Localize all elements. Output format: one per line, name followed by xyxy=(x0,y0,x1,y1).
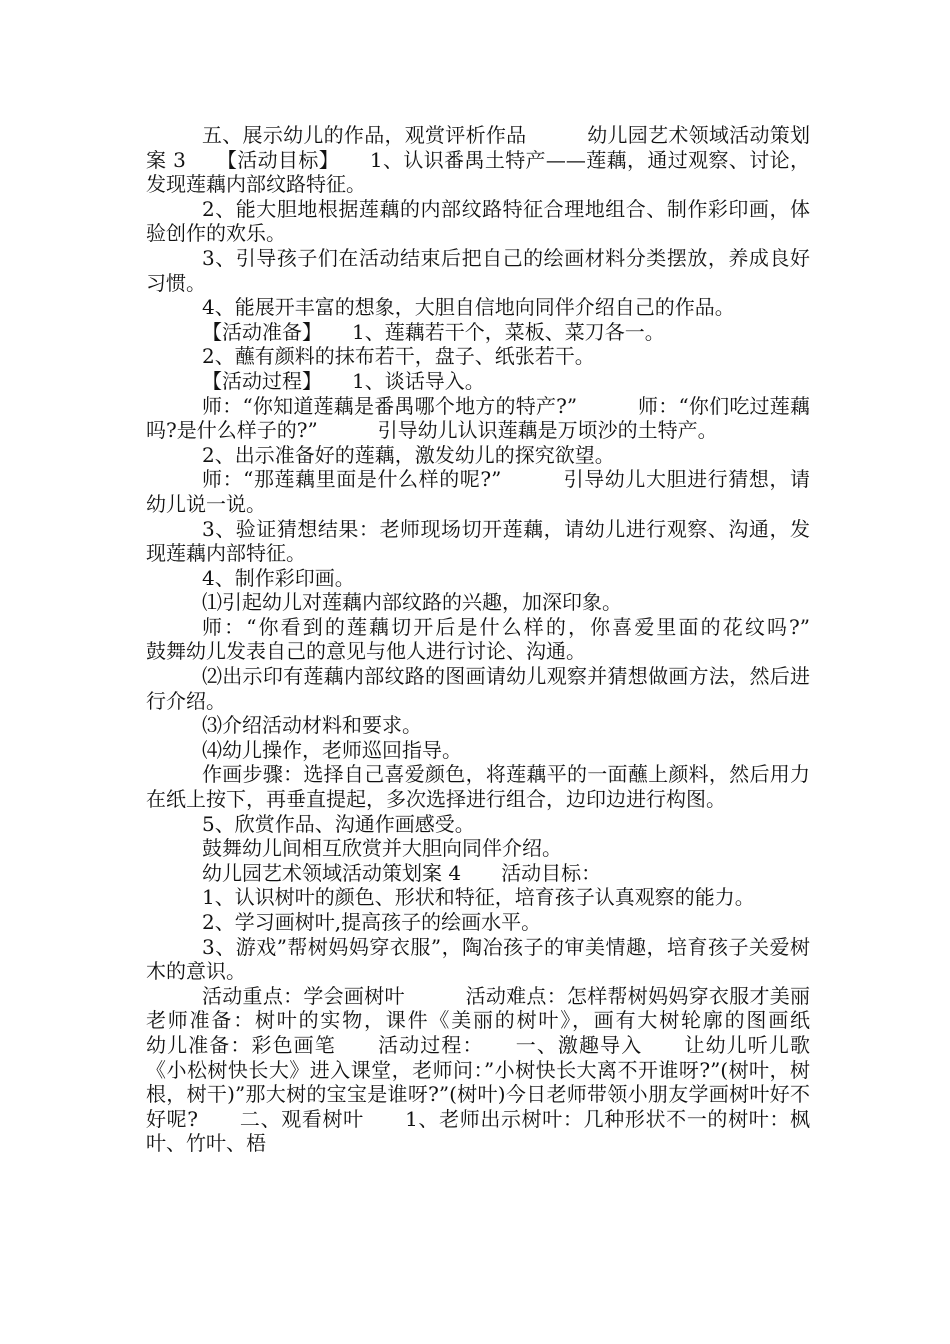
paragraph: ⑵出示印有莲藕内部纹路的图画请幼儿观察并猜想做画方法，然后进行介绍。 xyxy=(146,664,810,713)
paragraph: 师：“那莲藕里面是什么样的呢?” 引导幼儿大胆进行猜想，请幼儿说一说。 xyxy=(146,467,810,516)
paragraph: 2、能大胆地根据莲藕的内部纹路特征合理地组合、制作彩印画，体验创作的欢乐。 xyxy=(146,196,810,246)
paragraph: ⑷幼儿操作，老师巡回指导。 xyxy=(202,737,462,762)
paragraph: 鼓舞幼儿间相互欣赏并大胆向同伴介绍。 xyxy=(202,836,562,861)
paragraph: 5、欣赏作品、沟通作画感受。 xyxy=(202,811,475,836)
paragraph: 师：“你知道莲藕是番禺哪个地方的特产?” 师：“你们吃过莲藕吗?是什么样子的?” 引导幼儿认识莲藕是万顷沙的土特产。 xyxy=(146,393,810,443)
paragraph: 3、游戏”帮树妈妈穿衣服”，陶冶孩子的审美情趣，培育孩子关爱树木的意识。 xyxy=(146,934,810,984)
paragraph: 4、能展开丰富的想象，大胆自信地向同伴介绍自己的作品。 xyxy=(202,295,735,320)
document-body xyxy=(146,123,850,1156)
paragraph: 五、展示幼儿的作品，观赏评析作品 幼儿园艺术领域活动策划案 3 【活动目标】 1、认识番禺土特产——莲藕，通过观察、讨论，发现莲藕内部纹路特征。 xyxy=(146,123,810,197)
paragraph: 活动重点：学会画树叶 活动难点：怎样帮树妈妈穿衣服才美丽 老师准备：树叶的实物，课件《美丽的树叶》，画有大树轮廓的图画纸 幼儿准备：彩色画笔 活动过程： 一、激趣导入 让幼儿听儿歌《小松树快长大》进入课堂，老师问：”小树快长大离不开谁呀?”(树叶，树根，树干)”那大树的宝宝是谁呀?”(树叶)今日老师带领小朋友学画树叶好不好呢? 二、观看树叶 1、老师出示树叶：几种形状不一的树叶：枫叶、竹叶、梧 xyxy=(146,983,850,1156)
paragraph: ⑶介绍活动材料和要求。 xyxy=(202,713,422,738)
paragraph: 2、蘸有颜料的抹布若干，盘子、纸张若干。 xyxy=(202,344,595,369)
paragraph: ⑴引起幼儿对莲藕内部纹路的兴趣，加深印象。 xyxy=(202,590,622,615)
paragraph: 【活动过程】 1、谈话导入。 xyxy=(202,368,485,393)
paragraph: 2、出示准备好的莲藕，激发幼儿的探究欲望。 xyxy=(202,442,615,467)
paragraph: 幼儿园艺术领域活动策划案 4 活动目标： xyxy=(202,860,602,885)
paragraph: 3、引导孩子们在活动结束后把自己的绘画材料分类摆放，养成良好习惯。 xyxy=(146,245,810,295)
paragraph: 3、验证猜想结果：老师现场切开莲藕，请幼儿进行观察、沟通，发现莲藕内部特征。 xyxy=(146,516,810,566)
paragraph: 【活动准备】 1、莲藕若干个，菜板、菜刀各一。 xyxy=(202,319,665,344)
paragraph: 2、学习画树叶,提高孩子的绘画水平。 xyxy=(202,910,542,934)
paragraph: 1、认识树叶的颜色、形状和特征，培育孩子认真观察的能力。 xyxy=(202,885,755,910)
paragraph: 师：“你看到的莲藕切开后是什么样的，你喜爱里面的花纹吗?” 鼓舞幼儿发表自己的意见与他人进行讨论、沟通。 xyxy=(146,614,850,664)
paragraph: 4、制作彩印画。 xyxy=(202,565,355,590)
paragraph: 作画步骤：选择自己喜爱颜色，将莲藕平的一面蘸上颜料，然后用力在纸上按下，再垂直提起，多次选择进行组合，边印边进行构图。 xyxy=(146,762,810,812)
